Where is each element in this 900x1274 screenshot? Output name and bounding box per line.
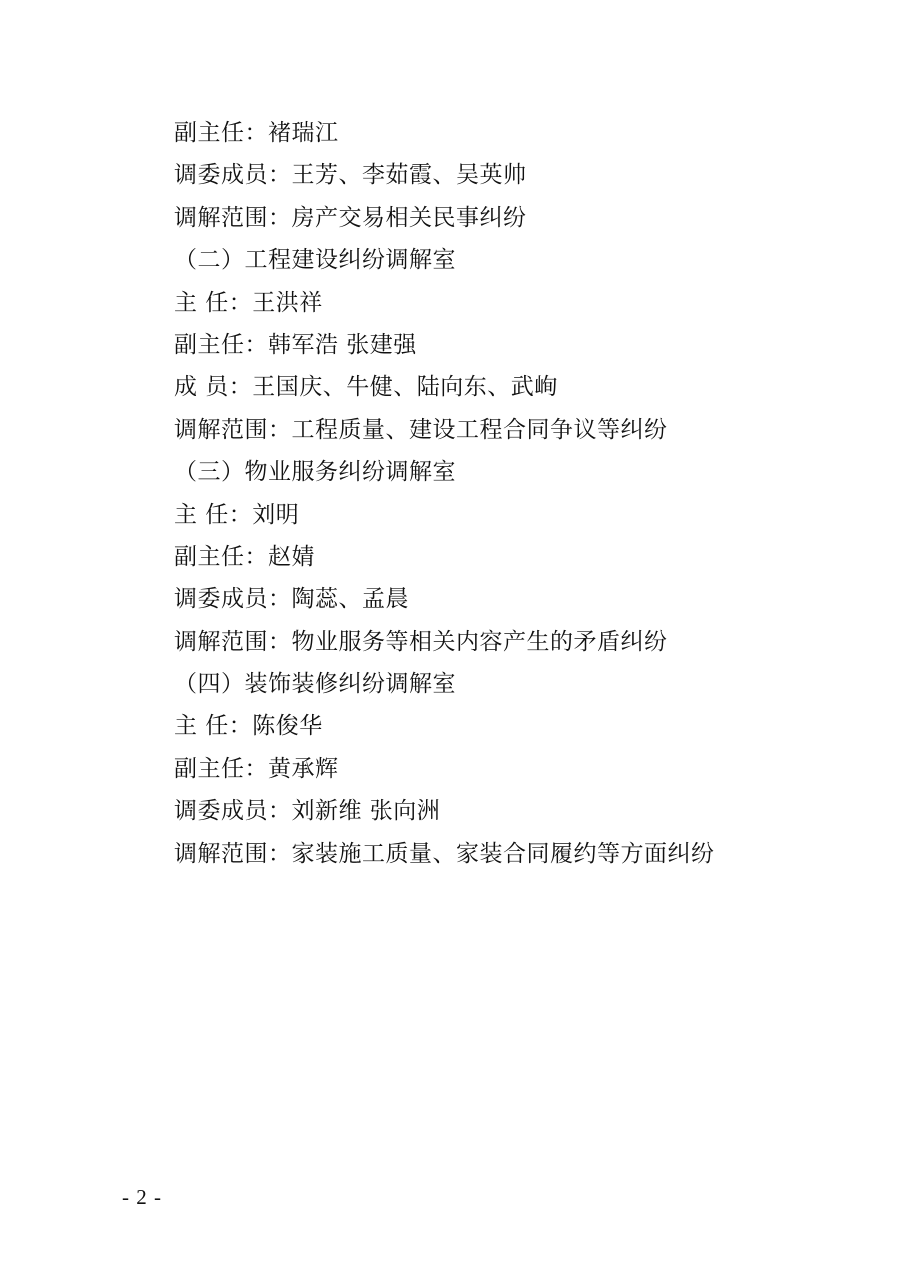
section-heading-engineering: （二）工程建设纠纷调解室: [174, 247, 456, 274]
members-line: 成 员：王国庆、牛健、陆向东、武峋: [174, 374, 558, 401]
deputy-director-line: 副主任：韩军浩 张建强: [174, 331, 417, 358]
section-heading-property-service: （三）物业服务纠纷调解室: [174, 459, 456, 486]
mediation-scope-line: 调解范围：家装施工质量、家装合同履约等方面纠纷: [174, 840, 715, 867]
deputy-director-line: 副主任：赵婧: [174, 543, 315, 570]
director-line: 主 任：王洪祥: [174, 289, 323, 316]
section-heading-decoration: （四）装饰装修纠纷调解室: [174, 671, 456, 698]
mediation-scope-line: 调解范围：物业服务等相关内容产生的矛盾纠纷: [174, 628, 668, 655]
mediation-scope-line: 调解范围：工程质量、建设工程合同争议等纠纷: [174, 416, 668, 443]
document-body: [174, 112, 814, 875]
page-number: - 2 -: [122, 1185, 162, 1209]
deputy-director-line: 副主任：褚瑞江: [174, 120, 339, 146]
committee-members-line: 调委成员：王芳、李茹霞、吴英帅: [174, 162, 527, 189]
committee-members-line: 调委成员：陶蕊、孟晨: [174, 586, 409, 613]
director-line: 主 任：陈俊华: [174, 713, 323, 740]
mediation-scope-line: 调解范围：房产交易相关民事纠纷: [174, 204, 527, 231]
committee-members-line: 调委成员：刘新维 张向洲: [174, 798, 441, 825]
deputy-director-line: 副主任：黄承辉: [174, 755, 339, 782]
director-line: 主 任：刘明: [174, 501, 300, 528]
